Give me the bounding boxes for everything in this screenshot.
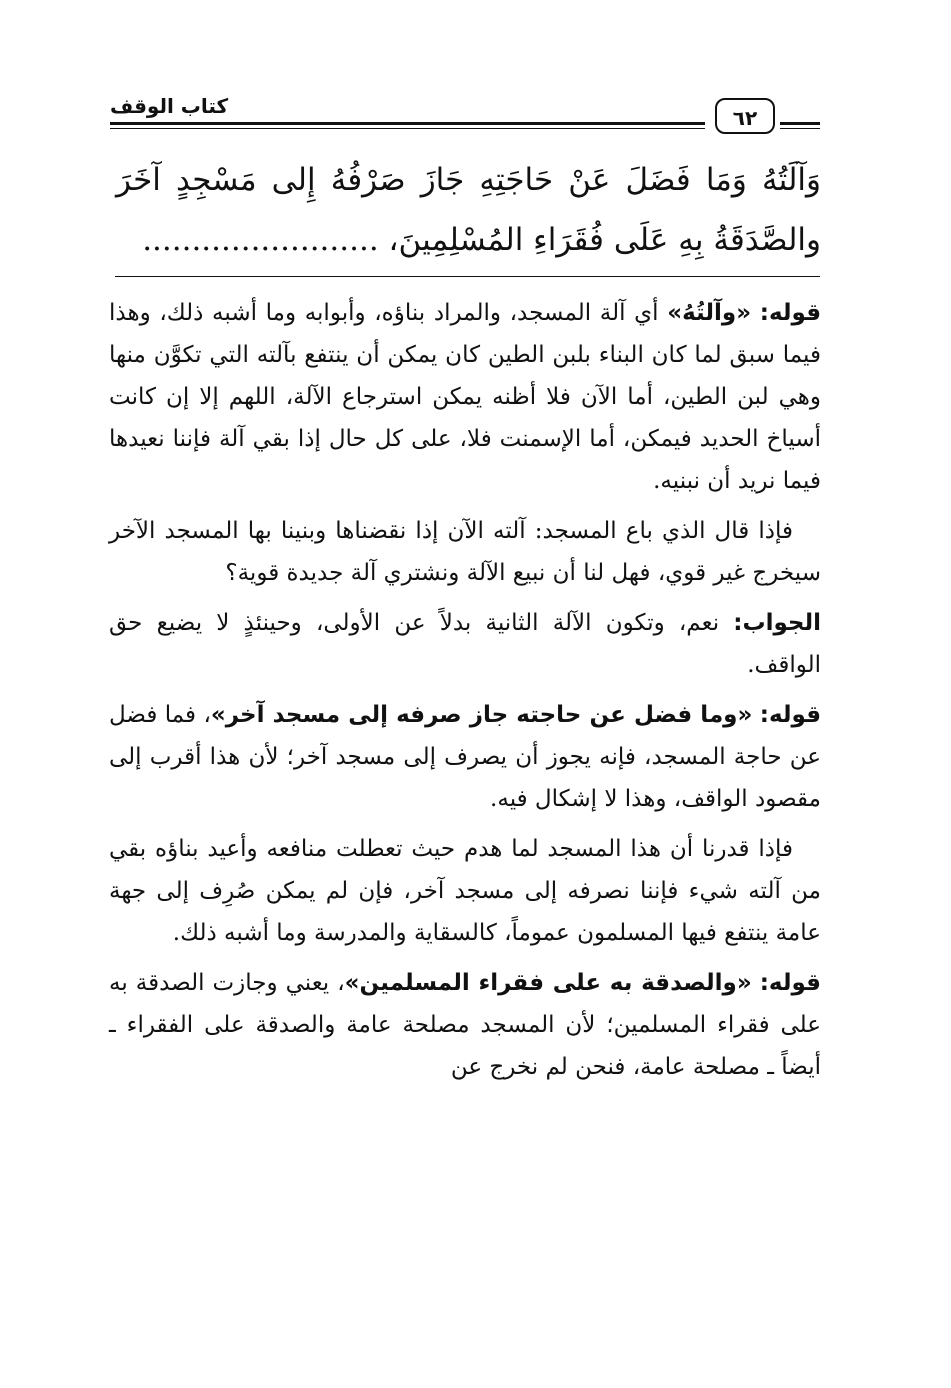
commentary-paragraph-4 <box>109 694 821 820</box>
running-title: كتاب الوقف <box>110 94 229 118</box>
commentary-paragraph-6 <box>109 962 821 1088</box>
paragraph-text: نعم، وتكون الآلة الثانية بدلاً عن الأولى، وحينئذٍ لا يضيع حق الواقف. <box>109 610 821 678</box>
paragraph-text: أي آلة المسجد، والمراد بناؤه، وأبوابه وما أشبه ذلك، وهذا فيما سبق لما كان البناء بلبن الطين كان يمكن أن ينتفع بآلته التي تكوَّن منها وهي لبن الطين، أما الآن فلا أظنه يمكن استرجاع الآلة، اللهم إلا إن كانت أسياخ الحديد فيمكن، أما الإسمنت فلا، على كل حال إذا بقي آلة فإننا نعيدها فيما نريد أن نبنيه. <box>109 300 821 494</box>
quoted-phrase: «وما فضل عن حاجته جاز صرفه إلى مسجد آخر» <box>210 702 753 728</box>
header-rule-right-thin <box>780 128 820 129</box>
qawluhu-label: قوله: <box>759 300 822 326</box>
commentary-paragraph-2 <box>109 510 821 594</box>
qawluhu-label: قوله: <box>759 702 822 728</box>
page-number: ٦٢ <box>715 98 775 134</box>
quoted-phrase: «وآلتُهُ» <box>667 300 752 326</box>
commentary-paragraph-3 <box>109 602 821 686</box>
commentary-paragraph-5 <box>109 828 821 954</box>
matn-line-2: والصَّدَقَةُ بِهِ عَلَى فُقَرَاءِ المُسْلِمِينَ، ........................ <box>142 222 821 258</box>
header-rule-right-thick <box>780 122 820 125</box>
header-rule-thin <box>110 128 705 129</box>
page-header <box>110 92 820 140</box>
matn-line-1: وَآلَتُهُ وَمَا فَضَلَ عَنْ حَاجَتِهِ جَازَ صَرْفُهُ إِلى مَسْجِدٍ آخَرَ <box>116 162 821 198</box>
paragraph-text: ، فما فضل عن حاجة المسجد، فإنه يجوز أن يصرف إلى مسجد آخر؛ لأن هذا أقرب إلى مقصود الواقف، وهذا لا إشكال فيه. <box>109 702 821 812</box>
answer-label: الجواب: <box>733 610 821 636</box>
paragraph-text: ، يعني وجازت الصدقة به على فقراء المسلمين؛ لأن المسجد مصلحة عامة والصدقة على الفقراء ـ أيضاً ـ مصلحة عامة، فنحن لم نخرج عن <box>109 970 821 1080</box>
matn-separator <box>115 276 820 277</box>
qawluhu-label: قوله: <box>759 970 821 996</box>
paragraph-text: فإذا قدرنا أن هذا المسجد لما هدم حيث تعطلت منافعه وأعيد بناؤه بقي من آلته شيء فإننا نصرفه إلى مسجد آخر، فإن لم يمكن صُرِف إلى جهة عامة ينتفع فيها المسلمون عموماً، كالسقاية والمدرسة وما أشبه ذلك. <box>109 836 821 946</box>
quoted-phrase: «والصدقة به على فقراء المسلمين» <box>344 970 752 996</box>
commentary <box>109 292 821 1096</box>
paragraph-text: فإذا قال الذي باع المسجد: آلته الآن إذا نقضناها وبنينا بها المسجد الآخر سيخرج غير قوي، فهل لنا أن نبيع الآلة ونشتري آلة جديدة قوية؟ <box>109 518 821 586</box>
header-rule-thick <box>110 122 705 125</box>
matn-text <box>116 150 821 270</box>
commentary-paragraph-1 <box>109 292 821 502</box>
